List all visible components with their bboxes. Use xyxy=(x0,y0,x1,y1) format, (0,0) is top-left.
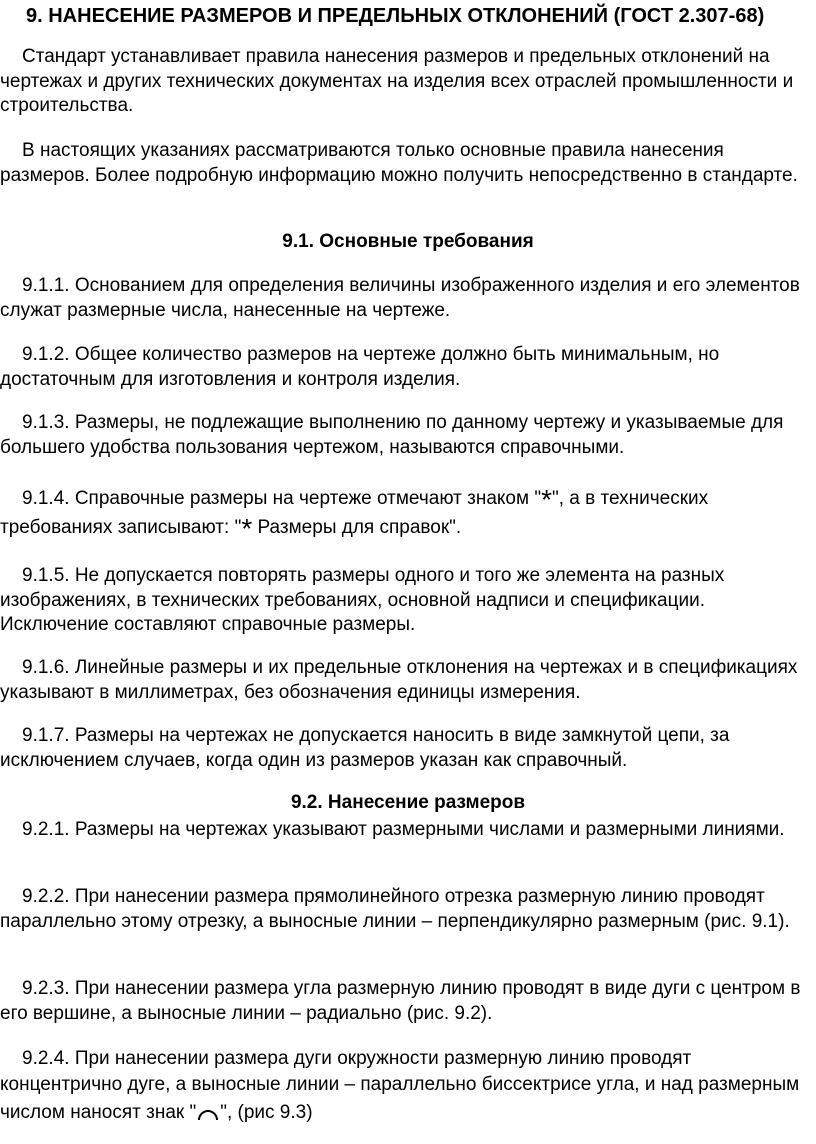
paragraph-9-1-3: 9.1.3. Размеры, не подлежащие выполнению по данному чертежу и указываемые для большего удобства пользования чертежом, называются справочными. xyxy=(0,412,784,458)
intro-paragraph-2: В настоящих указаниях рассматриваются только основные правила нанесения размеров. Более подробную информацию можно получить непосредственно в стандарте. xyxy=(0,140,798,186)
paragraph-9-2-2: 9.2.2. При нанесении размера прямолинейного отрезка размерную линию проводят параллельно этому отрезку, а выносные линии – перпендикулярно размерным (рис. 9.1). xyxy=(0,886,790,932)
paragraph-9-1-2: 9.1.2. Общее количество размеров на чертеже должно быть минимальным, но достаточным для изготовления и контроля изделия. xyxy=(0,344,720,390)
paragraph-9-1-4-text-2: ", а в технических требованиях записывают: " xyxy=(0,488,709,538)
paragraph-9-2-3: 9.2.3. При нанесении размера угла размерную линию проводят в виде дуги с центром в его вершине, а выносные линии – радиально (рис. 9.2). xyxy=(0,978,801,1024)
paragraph-9-1-4-text-1: 9.1.4. Справочные размеры на чертеже отмечают знаком " xyxy=(22,488,542,509)
paragraph-9-2-4-text-1: 9.2.4. При нанесении размера дуги окружности размерную линию проводят концентрично дуге, а выносные линии – параллельно биссектрисе угла, и над размерным числом наносят знак " xyxy=(0,1048,800,1123)
paragraph-9-1-5: 9.1.5. Не допускается повторять размеры одного и того же элемента на разных изображениях, в технических требованиях, основной надписи и спецификации. Исключение составляют справочные размеры. xyxy=(0,565,725,635)
section-heading-9-1: 9.1. Основные требования xyxy=(282,231,534,252)
paragraph-9-2-1: 9.2.1. Размеры на чертежах указывают размерными числами и размерными линиями. xyxy=(22,819,785,840)
paragraph-9-2-4 xyxy=(0,1046,810,1126)
paragraph-9-1-1: 9.1.1. Основанием для определения величины изображенного изделия и его элементов служат размерные числа, нанесенные на чертеже. xyxy=(0,275,800,321)
reference-star-mark-2: * xyxy=(241,513,253,544)
section-heading-9-2: 9.2. Нанесение размеров xyxy=(290,792,526,813)
paragraph-9-1-4 xyxy=(0,484,810,542)
intro-paragraph-1: Стандарт устанавливает правила нанесения размеров и предельных отклонений на чертежах и других технических документах на изделия всех отраслей промышленности и строительства. xyxy=(0,46,794,116)
paragraph-9-1-7: 9.1.7. Размеры на чертежах не допускается наносить в виде замкнутой цепи, за исключением случаев, когда один из размеров указан как справочный. xyxy=(0,725,730,771)
paragraph-9-1-6: 9.1.6. Линейные размеры и их предельные отклонения на чертежах и в спецификациях указывают в миллиметрах, без обозначения единицы измерения. xyxy=(0,657,798,703)
paragraph-9-1-4-text-3: Размеры для справок". xyxy=(252,517,462,538)
paragraph-9-2-4-text-2: ", (рис 9.3) xyxy=(220,1102,313,1123)
document-title: 9. НАНЕСЕНИЕ РАЗМЕРОВ И ПРЕДЕЛЬНЫХ ОТКЛОНЕНИЙ (ГОСТ 2.307-68) xyxy=(26,5,765,27)
arc-sign-icon xyxy=(196,1098,220,1122)
reference-star-mark: * xyxy=(541,484,552,515)
